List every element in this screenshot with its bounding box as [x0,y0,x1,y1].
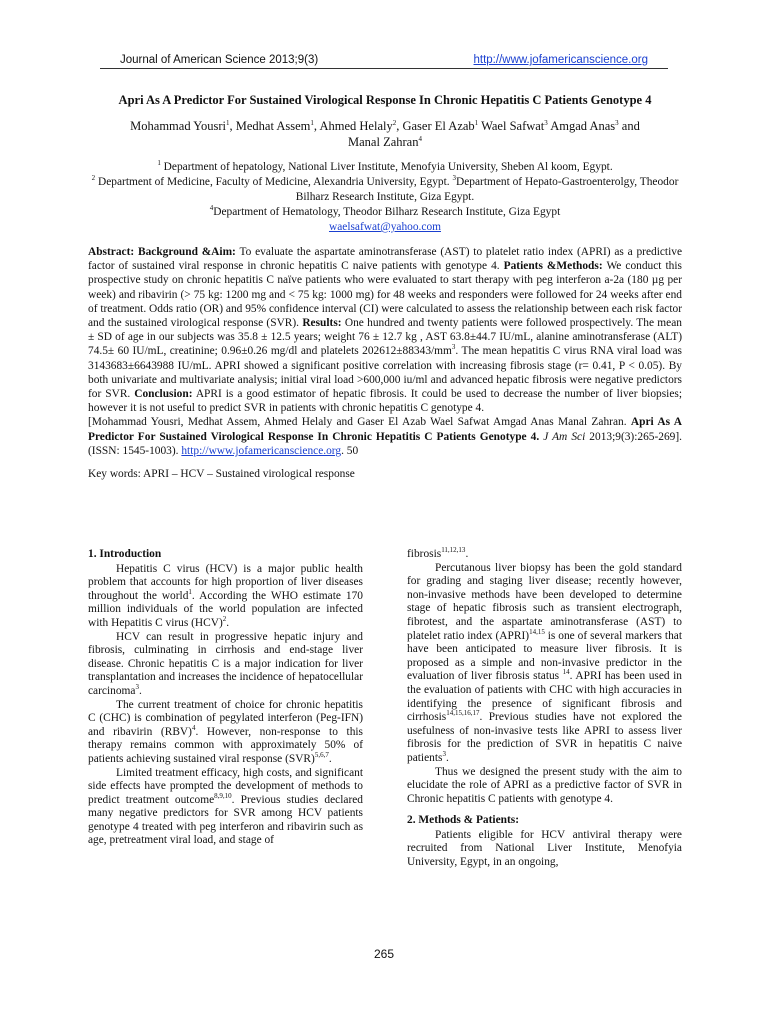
author: Manal Zahran [348,135,419,149]
running-header [120,44,648,66]
header-divider [100,68,668,69]
email-link[interactable]: waelsafwat@yahoo.com [328,221,441,233]
paragraph: Percutanous liver biopsy has been the gold standard for grading and staging liver disease; recently however, non-invasive methods have been developed to determine stage of hepatic fibrosis such as transient electrograph, fibrotest, and the aspartate aminotransferase (AST) to platelet ratio index (APRI)$^{14,15}$ is one of several markers that have been anticipated to measure liver fibrosis. It is proposed as a simple and non-invasive predictor in the evaluation of liver fibrosis status $^{14}$. APRI has been used in the evaluation of patients with CHC with high accuracies in identifying the presence of significant fibrosis and cirrhosis$^{14,15,16,17}$. Previous studies have not explored the usefulness of non-invasive tests like APRI to assess liver fibrosis for the prediction of SVR in hepatitis C naive patients$^3$. [407,561,682,764]
paper-title: Apri As A Predictor For Sustained Virological Response In Chronic Hepatitis C Patients Genotype 4 [118,93,652,107]
author: Mohammad Yousri [130,119,226,133]
paragraph: HCV can result in progressive hepatic injury and fibrosis, culminating in cirrhosis and end-stage liver disease. Chronic hepatitis C is a major indication for liver transplantation and increases the incidence of hepatocellular carcinoma$^3$. [88,630,363,697]
paragraph: fibrosis$^{11,12,13}$. [407,546,469,560]
author: Amgad Anas [550,119,616,133]
journal-name: Journal of American Science 2013;9(3) [120,54,319,66]
paragraph: Thus we designed the present study with the aim to elucidate the role of APRI as a predictive factor of SVR in Chronic hepatitis C patients with genotype 4. [407,765,682,805]
citation: [Mohammad Yousri, Medhat Assem, Ahmed Helaly and Gaser El Azab Wael Safwat Amgad Anas Manal Zahran. Apri As A Predictor For Sustained Virological Response In Chronic Hepatitis C Patients Genotype 4. J Am Sci 2013;9(3):265-269]. (ISSN: 1545-1003). http://www.jofamericanscience.org. 50 [88,416,683,457]
citation-url-link[interactable]: http://www.jofamericanscience.org [181,444,342,457]
right-column [407,548,682,870]
affiliations: $^1$ Department of hepatology, National Liver Institute, Menofyia University, Sheben Al koom, Egypt. $^2$ Department of Medicine, Faculty of Medicine, Alexandria University, Egypt. $^3$Department of Hepato-Gastroenterolgy, Theodor Bilharz Research Institute, Giza Egypt. $^4$Department of Hematology, Theodor Bilharz Research Institute, Giza Egypt waelsafwat@yahoo.com [91,159,679,233]
paragraph: Hepatitis C virus (HCV) is a major public health problem that accounts for high proportion of liver diseases throughout the world$^1$. According the WHO estimate 170 million individuals of the world population are infected with Hepatitis C virus (HCV)$^2$. [88,562,363,629]
affiliation-4: Department of Hematology, Theodor Bilharz Research Institute, Giza Egypt [213,206,561,218]
author: Medhat Assem [235,119,311,133]
section-heading-methods: 2. Methods & Patients: [407,814,519,827]
affiliation-1: Department of hepatology, National Liver Institute, Menofyia University, Sheben Al koom, Egypt. [163,161,613,173]
page-number: 265 [373,947,395,961]
journal-url-link[interactable]: http://www.jofamericanscience.org [473,54,648,66]
left-column [88,548,363,870]
paragraph: The current treatment of choice for chronic hepatitis C (CHC) is combination of pegylated interferon (Peg-IFN) and ribavirin (RBV)$^4$. However, non-response to this therapy remains common with approximately 50% of patients achieving sustained viral response (SVR)$^{5,6,7}$. [88,698,363,765]
abstract: Abstract: Background &Aim: To evaluate the aspartate aminotransferase (AST) to platelet ratio index (APRI) as a predictive factor of sustained viral response in chronic hepatitis C naive patients with genotype 4. Patients &Methods: We conduct this prospective study on chronic hepatitis C naïve patients who were evaluated to start therapy with peg interferon a-2a (180 µg per week) and ribavirin (> 75 kg: 1200 mg and < 75 kg: 1000 mg) for 48 weeks and responders were followed for 24 weeks after end of treatment. Odds ratio (OR) and 95% confidence interval (CI) were calculated to assess the relationship between each risk factor and the sustained virological response (SVR). Results: One hundred and twenty patients were followed prospectively. The mean ± SD of age in our subjects was 35.8 ± 12.5 years; weight 76 ± 12.7 kg , AST 63.8±44.7 IU/mL, alanine aminotransferase (ALT) 74.5± 60 IU/mL, creatinine; 0.96±0.26 mg/dl and platelets $202612\pm 88343/mm^3$. The mean hepatitis C virus RNA viral load was 3143683±6643988 IU/mL. APRI showed a significant positive correlation with increasing fibrosis stage (r= 0.41, P < 0.05). By both univariate and multivariate analysis; initial viral load >600,000 iu/ml and advanced hepatic fibrosis were negative predictors for SVR. Conclusion: APRI is a good estimator of hepatic fibrosis. It could be used to decrease the number of liver biopsies; however it is not useful to predict SVR in patients with chronic hepatitis C genotype 4. [88,246,683,415]
body-columns [88,548,682,870]
author: Gaser El Azab [402,119,475,133]
front-matter [88,92,682,480]
paragraph: Limited treatment efficacy, high costs, and significant side effects have prompted the development of methods to predict treatment outcome$^{8,9,10}$. Previous studies declared many negative predictors for SVR among HCV patients genotype 4 treated with peg interferon and ribavirin such as age, pretreatment viral load, and stage of [88,766,363,847]
author: Wael Safwat [481,119,545,133]
author-list: Mohammad Yousri$^1$, Medhat Assem$^1$, Ahmed Helaly$^2$, Gaser El Azab$^1$ Wael Safwat$^3$ Amgad Anas$^3$ and Manal Zahran$^4$ [130,118,640,149]
keywords: Key words: APRI – HCV – Sustained virological response [88,468,355,481]
affiliation-2: Department of Medicine, Faculty of Medicine, Alexandria University, Egypt. [98,176,450,188]
author: Ahmed Helaly [319,119,393,133]
section-heading-introduction: 1. Introduction [88,548,162,560]
paragraph: Patients eligible for HCV antiviral therapy were recruited from National Liver Institute, Menofyia University, Egypt, in an ongoing, [407,828,682,869]
affiliation-3: Department of Hepato-Gastroenterolgy, Theodor Bilharz Research Institute, Giza Egypt. [295,176,679,203]
